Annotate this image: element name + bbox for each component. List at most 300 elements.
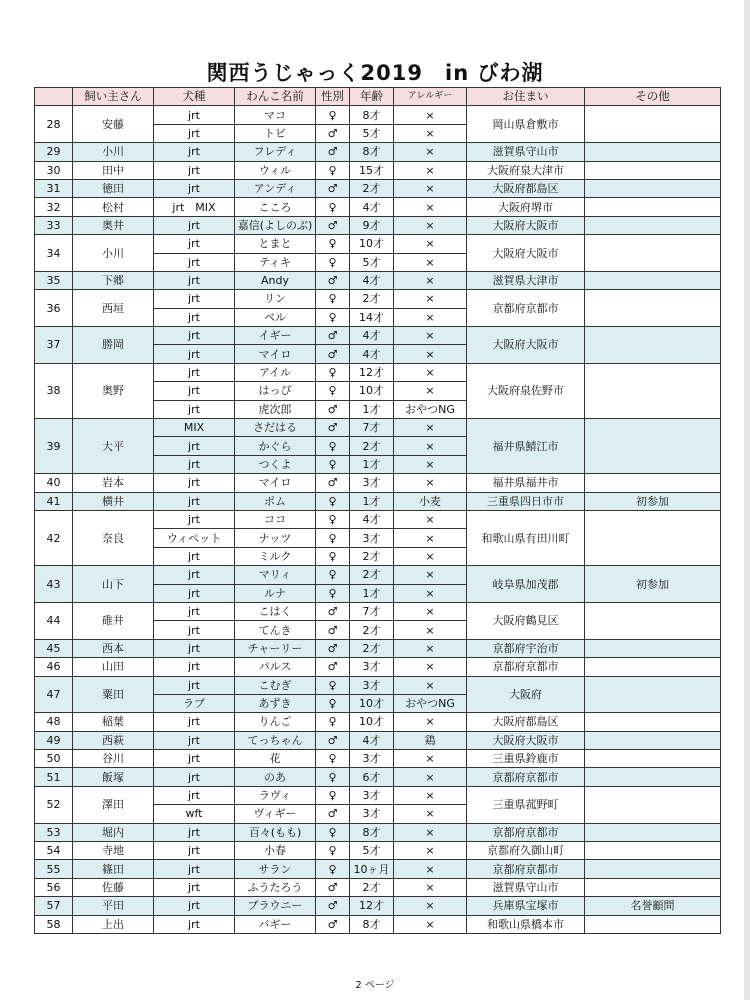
owner-address: 大阪府大阪市 [467, 235, 585, 272]
dog-sex: ♀ [316, 860, 350, 878]
dog-name: ヴィギー [235, 805, 316, 823]
entry-number: 51 [35, 768, 73, 786]
owner-name: 山下 [73, 566, 154, 603]
dog-breed: jrt [154, 179, 235, 197]
owner-other [585, 327, 721, 364]
entry-number: 45 [35, 639, 73, 657]
owner-name: 西萩 [73, 731, 154, 749]
dog-age: 8才 [350, 106, 394, 124]
dog-allergy: × [394, 106, 467, 124]
owner-other [585, 713, 721, 731]
dog-breed: jrt [154, 455, 235, 473]
dog-sex: ♀ [316, 842, 350, 860]
dog-age: 4才 [350, 345, 394, 363]
dog-breed: jrt [154, 676, 235, 694]
dog-breed: jrt [154, 713, 235, 731]
entry-number: 50 [35, 750, 73, 768]
owner-address: 三重県菰野町 [467, 786, 585, 823]
dog-sex: ♀ [316, 290, 350, 308]
dog-name: 花 [235, 750, 316, 768]
owner-name: 澤田 [73, 786, 154, 823]
table-row [35, 271, 721, 289]
dog-name: バギー [235, 915, 316, 933]
dog-age: 9才 [350, 216, 394, 234]
dog-name: ナッツ [235, 529, 316, 547]
dog-sex: ♀ [316, 161, 350, 179]
owner-address: 福井県鯖江市 [467, 419, 585, 474]
table-row [35, 842, 721, 860]
table-row [35, 915, 721, 933]
table-row [35, 290, 721, 308]
dog-name: てっちゃん [235, 731, 316, 749]
dog-breed: jrt [154, 510, 235, 528]
entry-number: 48 [35, 713, 73, 731]
dog-age: 1才 [350, 492, 394, 510]
dog-name: ココ [235, 510, 316, 528]
dog-allergy: × [394, 161, 467, 179]
dog-allergy: × [394, 547, 467, 565]
owner-other: 初参加 [585, 492, 721, 510]
owner-other [585, 842, 721, 860]
dog-sex: ♀ [316, 492, 350, 510]
dog-allergy: × [394, 823, 467, 841]
dog-name: トビ [235, 124, 316, 142]
dog-allergy: おやつNG [394, 694, 467, 712]
dog-breed: jrt [154, 216, 235, 234]
dog-age: 8才 [350, 915, 394, 933]
dog-name: はっぴ [235, 382, 316, 400]
table-row [35, 474, 721, 492]
dog-breed: jrt [154, 327, 235, 345]
dog-name: こはく [235, 602, 316, 620]
dog-name: こころ [235, 198, 316, 216]
dog-name: ミルク [235, 547, 316, 565]
dog-sex: ♂ [316, 271, 350, 289]
dog-sex: ♀ [316, 713, 350, 731]
owner-other [585, 474, 721, 492]
dog-name: イギー [235, 327, 316, 345]
table-row [35, 897, 721, 915]
dog-sex: ♂ [316, 639, 350, 657]
dog-allergy: 小麦 [394, 492, 467, 510]
owner-name: 小川 [73, 143, 154, 161]
entry-number: 36 [35, 290, 73, 327]
dog-name: ティキ [235, 253, 316, 271]
owner-other [585, 658, 721, 676]
dog-allergy: × [394, 363, 467, 381]
dog-allergy: × [394, 713, 467, 731]
dog-allergy: × [394, 455, 467, 473]
owner-other [585, 878, 721, 896]
dog-breed: jrt [154, 363, 235, 381]
dog-sex: ♂ [316, 345, 350, 363]
owner-other [585, 198, 721, 216]
owner-address: 京都府京都市 [467, 860, 585, 878]
dog-name: チャーリー [235, 639, 316, 657]
dog-sex: ♀ [316, 382, 350, 400]
dog-age: 14才 [350, 308, 394, 326]
dog-breed: jrt [154, 786, 235, 804]
dog-allergy: × [394, 198, 467, 216]
dog-sex: ♀ [316, 547, 350, 565]
table-row [35, 216, 721, 234]
dog-sex: ♀ [316, 566, 350, 584]
dog-age: 2才 [350, 639, 394, 657]
owner-other [585, 235, 721, 272]
table-row [35, 768, 721, 786]
dog-breed: jrt [154, 437, 235, 455]
dog-allergy: × [394, 253, 467, 271]
entry-number: 53 [35, 823, 73, 841]
dog-name: フレディ [235, 143, 316, 161]
header-sex: 性別 [316, 88, 350, 106]
owner-other [585, 639, 721, 657]
owner-name: 上出 [73, 915, 154, 933]
dog-allergy: × [394, 510, 467, 528]
entry-number: 38 [35, 363, 73, 418]
entry-number: 56 [35, 878, 73, 896]
dog-name: りんご [235, 713, 316, 731]
owner-name: 山田 [73, 658, 154, 676]
dog-sex: ♀ [316, 198, 350, 216]
owner-address: 大阪府 [467, 676, 585, 713]
dog-breed: jrt [154, 860, 235, 878]
dog-allergy: × [394, 768, 467, 786]
dog-breed: jrt [154, 345, 235, 363]
dog-age: 8才 [350, 823, 394, 841]
owner-other [585, 915, 721, 933]
entry-number: 31 [35, 179, 73, 197]
owner-address: 京都府京都市 [467, 768, 585, 786]
dog-sex: ♀ [316, 694, 350, 712]
owner-other [585, 860, 721, 878]
owner-other [585, 161, 721, 179]
dog-breed: jrt [154, 161, 235, 179]
dog-breed: jrt [154, 602, 235, 620]
dog-sex: ♂ [316, 602, 350, 620]
dog-sex: ♂ [316, 621, 350, 639]
owner-other [585, 786, 721, 823]
dog-breed: jrt [154, 621, 235, 639]
owner-other [585, 216, 721, 234]
owner-address: 大阪府堺市 [467, 198, 585, 216]
owner-name: 西本 [73, 639, 154, 657]
page-title: 関西うじゃっく2019 in びわ湖 [206, 61, 544, 85]
owner-address: 滋賀県守山市 [467, 878, 585, 896]
owner-name: 篠田 [73, 860, 154, 878]
dog-breed: jrt [154, 878, 235, 896]
dog-name: マコ [235, 106, 316, 124]
dog-sex: ♀ [316, 455, 350, 473]
owner-address: 大阪府都島区 [467, 713, 585, 731]
owner-name: 小川 [73, 235, 154, 272]
table-row [35, 143, 721, 161]
dog-age: 2才 [350, 290, 394, 308]
owner-name: 岩本 [73, 474, 154, 492]
table-row [35, 363, 721, 381]
owner-name: 粟田 [73, 676, 154, 713]
dog-age: 6才 [350, 768, 394, 786]
dog-name: アイル [235, 363, 316, 381]
owner-name: 大平 [73, 419, 154, 474]
dog-age: 7才 [350, 419, 394, 437]
table-row [35, 106, 721, 124]
dog-breed: jrt [154, 124, 235, 142]
dog-breed: jrt [154, 823, 235, 841]
dog-sex: ♂ [316, 143, 350, 161]
dog-sex: ♀ [316, 308, 350, 326]
dog-name: てんき [235, 621, 316, 639]
header-dog-name: わんこ名前 [235, 88, 316, 106]
dog-name: のあ [235, 768, 316, 786]
dog-breed: jrt [154, 639, 235, 657]
dog-allergy: × [394, 842, 467, 860]
dog-age: 5才 [350, 124, 394, 142]
dog-allergy: × [394, 529, 467, 547]
dog-name: ウィル [235, 161, 316, 179]
owner-name: 徳田 [73, 179, 154, 197]
dog-age: 3才 [350, 529, 394, 547]
dog-breed: jrt MIX [154, 198, 235, 216]
owner-name: 堀内 [73, 823, 154, 841]
dog-age: 4才 [350, 731, 394, 749]
dog-breed: jrt [154, 143, 235, 161]
dog-allergy: × [394, 860, 467, 878]
owner-name: 奥井 [73, 216, 154, 234]
entry-number: 39 [35, 419, 73, 474]
dog-name: マリィ [235, 566, 316, 584]
entry-number: 32 [35, 198, 73, 216]
table-row [35, 639, 721, 657]
dog-breed: ラブ [154, 694, 235, 712]
entry-number: 33 [35, 216, 73, 234]
owner-address: 岐阜県加茂郡 [467, 566, 585, 603]
dog-allergy: × [394, 290, 467, 308]
owner-address: 京都府京都市 [467, 290, 585, 327]
dog-age: 1才 [350, 455, 394, 473]
dog-breed: jrt [154, 750, 235, 768]
table-row [35, 327, 721, 345]
owner-name: 碓井 [73, 602, 154, 639]
table-row [35, 750, 721, 768]
table-row [35, 235, 721, 253]
owner-address: 大阪府泉佐野市 [467, 363, 585, 418]
owner-other [585, 823, 721, 841]
dog-sex: ♂ [316, 915, 350, 933]
dog-sex: ♂ [316, 327, 350, 345]
entry-number: 37 [35, 327, 73, 364]
owner-name: 平田 [73, 897, 154, 915]
entry-number: 29 [35, 143, 73, 161]
owner-other [585, 290, 721, 327]
dog-age: 10才 [350, 694, 394, 712]
dog-age: 10ヶ月 [350, 860, 394, 878]
dog-breed: jrt [154, 308, 235, 326]
entry-number: 44 [35, 602, 73, 639]
dog-name: ふうたろう [235, 878, 316, 896]
dog-name: パルス [235, 658, 316, 676]
dog-breed: MIX [154, 419, 235, 437]
owner-name: 横井 [73, 492, 154, 510]
dog-sex: ♂ [316, 419, 350, 437]
dog-breed: ウィペット [154, 529, 235, 547]
dog-name: とまと [235, 235, 316, 253]
dog-allergy: × [394, 897, 467, 915]
dog-name: 嘉信(よしのぶ) [235, 216, 316, 234]
owner-address: 大阪府大阪市 [467, 731, 585, 749]
dog-name: ポム [235, 492, 316, 510]
dog-sex: ♀ [316, 768, 350, 786]
dog-age: 10才 [350, 382, 394, 400]
dog-age: 1才 [350, 584, 394, 602]
header-breed: 犬種 [154, 88, 235, 106]
dog-age: 2才 [350, 621, 394, 639]
page-edge [744, 0, 750, 1000]
table-row [35, 179, 721, 197]
owner-address: 和歌山県橋本市 [467, 915, 585, 933]
owner-name: 谷川 [73, 750, 154, 768]
entry-number: 57 [35, 897, 73, 915]
owner-other [585, 106, 721, 143]
header-address: お住まい [467, 88, 585, 106]
entry-number: 58 [35, 915, 73, 933]
owner-name: 寺地 [73, 842, 154, 860]
table-row [35, 878, 721, 896]
owner-name: 安藤 [73, 106, 154, 143]
owner-other [585, 143, 721, 161]
dog-allergy: × [394, 216, 467, 234]
entry-number: 28 [35, 106, 73, 143]
dog-breed: jrt [154, 842, 235, 860]
dog-age: 3才 [350, 750, 394, 768]
dog-allergy: × [394, 658, 467, 676]
owner-address: 三重県四日市市 [467, 492, 585, 510]
table-row [35, 676, 721, 694]
dog-breed: jrt [154, 253, 235, 271]
dog-sex: ♀ [316, 529, 350, 547]
dog-age: 2才 [350, 437, 394, 455]
dog-allergy: × [394, 437, 467, 455]
page-number: 2 ページ [355, 980, 395, 991]
dog-sex: ♂ [316, 897, 350, 915]
dog-allergy: × [394, 915, 467, 933]
owner-other [585, 750, 721, 768]
owner-other [585, 731, 721, 749]
owner-address: 岡山県倉敷市 [467, 106, 585, 143]
owner-address: 京都府京都市 [467, 658, 585, 676]
header-other: その他 [585, 88, 721, 106]
owner-other [585, 271, 721, 289]
dog-age: 3才 [350, 805, 394, 823]
dog-sex: ♂ [316, 216, 350, 234]
owner-address: 兵庫県宝塚市 [467, 897, 585, 915]
dog-allergy: × [394, 179, 467, 197]
dog-sex: ♂ [316, 805, 350, 823]
dog-breed: jrt [154, 566, 235, 584]
table-row [35, 198, 721, 216]
dog-allergy: おやつNG [394, 400, 467, 418]
owner-other: 名誉顧問 [585, 897, 721, 915]
header-age: 年齢 [350, 88, 394, 106]
participant-table [34, 87, 721, 934]
owner-address: 大阪府大阪市 [467, 327, 585, 364]
entry-number: 54 [35, 842, 73, 860]
dog-allergy: × [394, 878, 467, 896]
dog-sex: ♂ [316, 179, 350, 197]
dog-sex: ♀ [316, 676, 350, 694]
owner-name: 田中 [73, 161, 154, 179]
owner-name: 奈良 [73, 510, 154, 565]
dog-age: 7才 [350, 602, 394, 620]
owner-address: 大阪府大阪市 [467, 216, 585, 234]
table-row [35, 658, 721, 676]
dog-name: つくよ [235, 455, 316, 473]
dog-breed: jrt [154, 290, 235, 308]
owner-other: 初参加 [585, 566, 721, 603]
entry-number: 40 [35, 474, 73, 492]
dog-age: 4才 [350, 510, 394, 528]
table-row [35, 510, 721, 528]
dog-allergy: × [394, 345, 467, 363]
owner-address: 滋賀県守山市 [467, 143, 585, 161]
owner-name: 奥野 [73, 363, 154, 418]
dog-age: 12才 [350, 363, 394, 381]
dog-sex: ♀ [316, 363, 350, 381]
dog-allergy: × [394, 584, 467, 602]
entry-number: 43 [35, 566, 73, 603]
dog-age: 10才 [350, 713, 394, 731]
dog-allergy: × [394, 124, 467, 142]
dog-sex: ♂ [316, 400, 350, 418]
table-row [35, 823, 721, 841]
dog-sex: ♂ [316, 731, 350, 749]
owner-other [585, 510, 721, 565]
owner-name: 飯塚 [73, 768, 154, 786]
owner-name: 稲葉 [73, 713, 154, 731]
entry-number: 41 [35, 492, 73, 510]
table-row [35, 566, 721, 584]
dog-allergy: × [394, 805, 467, 823]
dog-age: 2才 [350, 566, 394, 584]
table-row [35, 786, 721, 804]
dog-breed: jrt [154, 731, 235, 749]
dog-name: ブラウニー [235, 897, 316, 915]
entry-number: 42 [35, 510, 73, 565]
dog-allergy: × [394, 271, 467, 289]
dog-name: 虎次郎 [235, 400, 316, 418]
owner-other [585, 363, 721, 418]
dog-name: アンディ [235, 179, 316, 197]
dog-breed: jrt [154, 382, 235, 400]
dog-age: 8才 [350, 143, 394, 161]
owner-address: 和歌山県有田川町 [467, 510, 585, 565]
dog-age: 2才 [350, 547, 394, 565]
dog-sex: ♀ [316, 235, 350, 253]
dog-breed: jrt [154, 474, 235, 492]
dog-age: 3才 [350, 658, 394, 676]
dog-allergy: × [394, 235, 467, 253]
dog-age: 10才 [350, 235, 394, 253]
dog-breed: jrt [154, 235, 235, 253]
dog-age: 2才 [350, 179, 394, 197]
dog-sex: ♀ [316, 437, 350, 455]
dog-age: 3才 [350, 474, 394, 492]
dog-breed: wft [154, 805, 235, 823]
dog-allergy: × [394, 750, 467, 768]
dog-allergy: × [394, 474, 467, 492]
owner-address: 大阪府泉大津市 [467, 161, 585, 179]
dog-breed: jrt [154, 584, 235, 602]
